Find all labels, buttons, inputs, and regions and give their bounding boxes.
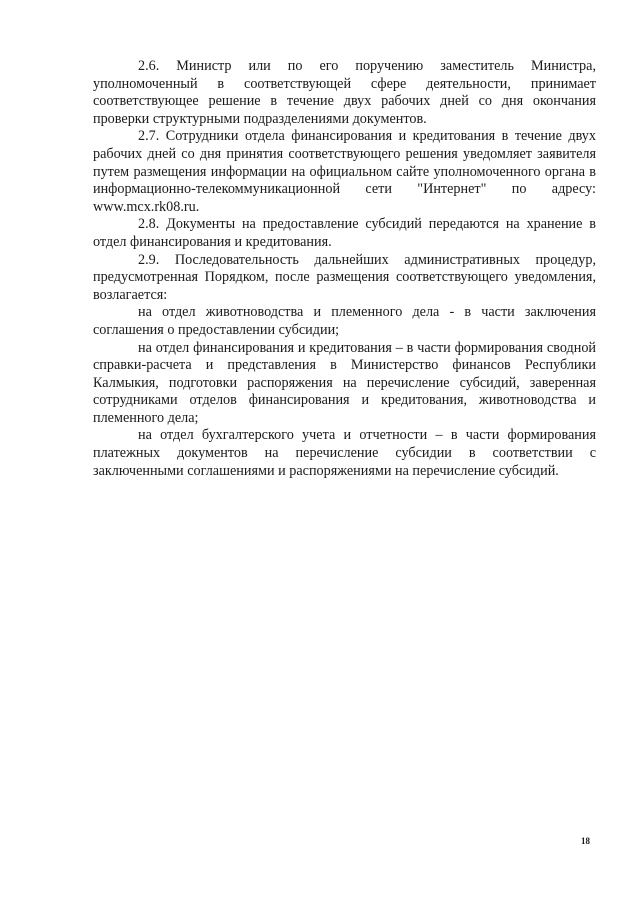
paragraph-2-6: 2.6. Министр или по его поручению заместитель Министра, уполномоченный в соответствующей сфере деятельности, принимает соответствующее решение в течение двух рабочих дней со дня окончания проверки структурными подразделениями документов.	[93, 58, 596, 127]
paragraph-2-9: 2.9. Последовательность дальнейших административных процедур, предусмотренная Порядком, после размещения соответствующего уведомления, возлагается:	[93, 251, 596, 303]
paragraph-2-7: 2.7. Сотрудники отдела финансирования и кредитования в течение двух рабочих дней со дня принятия соответствующего решения уведомляет заявителя путем размещения информации на официальном сайте уполномоченного органа в информационно-телекоммуникационной сети "Интернет" по адресу: www.mcx.rk08.ru.	[93, 128, 596, 215]
document-body	[93, 58, 596, 480]
paragraph-2-8: 2.8. Документы на предоставление субсидий передаются на хранение в отдел финансирования и кредитования.	[93, 216, 596, 250]
paragraph-livestock-dept: на отдел животноводства и племенного дела - в части заключения соглашения о предоставлении субсидии;	[93, 304, 596, 338]
paragraph-accounting-dept: на отдел бухгалтерского учета и отчетности – в части формирования платежных документов на перечисление субсидии в соответствии с заключенными соглашениями и распоряжениями на перечисление субсидий.	[93, 427, 596, 479]
page-number: 18	[581, 836, 590, 846]
paragraph-finance-dept: на отдел финансирования и кредитования – в части формирования сводной справки-расчета и представления в Министерство финансов Республики Калмыкия, подготовки распоряжения на перечисление субсидий, заверенная сотрудниками отделов финансирования и кредитования, животноводства и племенного дела;	[93, 339, 596, 426]
